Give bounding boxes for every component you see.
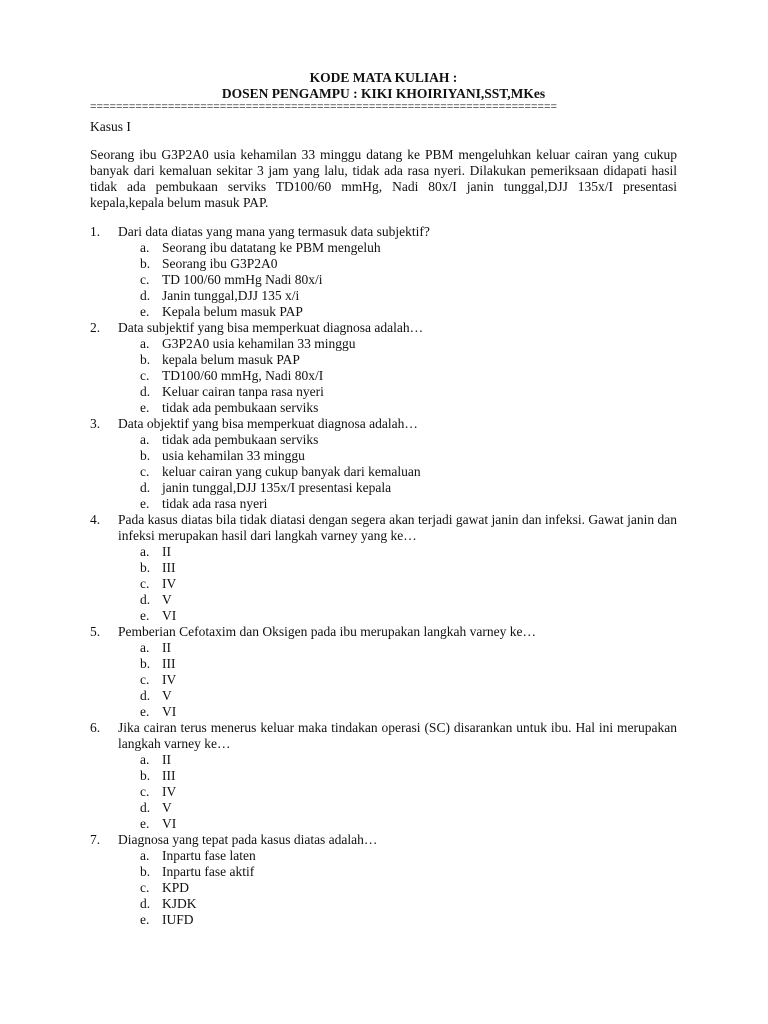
- answer-option: [118, 864, 677, 880]
- option-letter: e.: [140, 816, 150, 831]
- answer-option: [118, 480, 677, 496]
- option-letter: d.: [140, 592, 151, 607]
- option-text: Seorang ibu G3P2A0: [162, 256, 278, 271]
- question-number: 7.: [90, 832, 101, 847]
- option-letter: c.: [140, 368, 150, 383]
- question-text: Diagnosa yang tepat pada kasus diatas adalah…: [118, 832, 378, 847]
- option-text: keluar cairan yang cukup banyak dari kemaluan: [162, 464, 421, 479]
- option-text: VI: [162, 608, 177, 623]
- option-text: Kepala belum masuk PAP: [162, 304, 303, 319]
- option-letter: e.: [140, 704, 150, 719]
- option-text: VI: [162, 704, 177, 719]
- answer-option: [118, 352, 677, 368]
- option-letter: d.: [140, 688, 151, 703]
- question-text: Jika cairan terus menerus keluar maka tindakan operasi (SC) disarankan untuk ibu. Hal ini merupakan langkah varney ke…: [118, 720, 677, 751]
- option-text: III: [162, 560, 176, 575]
- option-text: III: [162, 768, 176, 783]
- option-letter: e.: [140, 304, 150, 319]
- option-letter: b.: [140, 560, 151, 575]
- answer-option: [118, 560, 677, 576]
- answer-option: [118, 448, 677, 464]
- option-text: TD 100/60 mmHg Nadi 80x/i: [162, 272, 323, 287]
- option-letter: c.: [140, 464, 150, 479]
- answer-option: [118, 768, 677, 784]
- question-item: [90, 720, 677, 832]
- option-letter: b.: [140, 768, 151, 783]
- case-description: Seorang ibu G3P2A0 usia kehamilan 33 minggu datang ke PBM mengeluhkan keluar cairan yang cukup banyak dari kemaluan sekitar 3 jam yang lalu, tidak ada rasa nyeri. Dilakukan pemeriksaan didapati hasil tidak ada pembukaan serviks TD100/60 mmHg, Nadi 80x/I janin tunggal,DJJ 135x/I presentasi kepala,kepala belum masuk PAP.: [90, 147, 677, 210]
- option-text: II: [162, 752, 171, 767]
- document-page: [90, 70, 677, 928]
- option-letter: e.: [140, 496, 150, 511]
- option-letter: e.: [140, 400, 150, 415]
- option-letter: b.: [140, 352, 151, 367]
- option-letter: c.: [140, 784, 150, 799]
- question-number: 4.: [90, 512, 101, 527]
- option-letter: d.: [140, 800, 151, 815]
- option-letter: e.: [140, 608, 150, 623]
- option-letter: a.: [140, 336, 150, 351]
- question-item: [90, 832, 677, 928]
- answer-option: [118, 368, 677, 384]
- option-list: [118, 336, 677, 416]
- option-text: KPD: [162, 880, 190, 895]
- option-text: Inpartu fase laten: [162, 848, 256, 863]
- option-text: tidak ada pembukaan serviks: [162, 432, 319, 447]
- answer-option: [118, 288, 677, 304]
- answer-option: [118, 432, 677, 448]
- option-text: TD100/60 mmHg, Nadi 80x/I: [162, 368, 324, 383]
- option-text: II: [162, 544, 171, 559]
- option-letter: e.: [140, 912, 150, 927]
- answer-option: [118, 752, 677, 768]
- answer-option: [118, 816, 677, 832]
- option-letter: a.: [140, 432, 150, 447]
- option-letter: d.: [140, 480, 151, 495]
- option-text: G3P2A0 usia kehamilan 33 minggu: [162, 336, 356, 351]
- option-letter: d.: [140, 384, 151, 399]
- lecturer-line: DOSEN PENGAMPU : KIKI KHOIRIYANI,SST,MKes: [221, 86, 546, 101]
- option-text: kepala belum masuk PAP: [162, 352, 300, 367]
- answer-option: [118, 592, 677, 608]
- document-header: [90, 70, 677, 102]
- answer-option: [118, 880, 677, 896]
- question-text: Data objektif yang bisa memperkuat diagnosa adalah…: [118, 416, 418, 431]
- option-list: [118, 640, 677, 720]
- option-letter: b.: [140, 448, 151, 463]
- option-list: [118, 848, 677, 928]
- question-text: Pemberian Cefotaxim dan Oksigen pada ibu merupakan langkah varney ke…: [118, 624, 536, 639]
- option-text: IV: [162, 784, 177, 799]
- option-text: janin tunggal,DJJ 135x/I presentasi kepala: [162, 480, 392, 495]
- option-letter: c.: [140, 576, 150, 591]
- answer-option: [118, 688, 677, 704]
- answer-option: [118, 496, 677, 512]
- answer-option: [118, 640, 677, 656]
- option-letter: a.: [140, 544, 150, 559]
- question-number: 2.: [90, 320, 101, 335]
- answer-option: [118, 800, 677, 816]
- option-letter: a.: [140, 640, 150, 655]
- option-text: KJDK: [162, 896, 197, 911]
- option-text: usia kehamilan 33 minggu: [162, 448, 305, 463]
- answer-option: [118, 256, 677, 272]
- option-text: V: [162, 592, 172, 607]
- question-number: 3.: [90, 416, 101, 431]
- option-text: Janin tunggal,DJJ 135 x/i: [162, 288, 300, 303]
- answer-option: [118, 848, 677, 864]
- answer-option: [118, 704, 677, 720]
- option-list: [118, 752, 677, 832]
- question-number: 5.: [90, 624, 101, 639]
- option-text: Keluar cairan tanpa rasa nyeri: [162, 384, 324, 399]
- option-text: III: [162, 656, 176, 671]
- option-text: tidak ada pembukaan serviks: [162, 400, 319, 415]
- answer-option: [118, 240, 677, 256]
- question-item: [90, 320, 677, 416]
- question-item: [90, 416, 677, 512]
- answer-option: [118, 608, 677, 624]
- question-item: [90, 224, 677, 320]
- answer-option: [118, 576, 677, 592]
- answer-option: [118, 912, 677, 928]
- option-letter: d.: [140, 896, 151, 911]
- question-number: 1.: [90, 224, 101, 239]
- question-text: Dari data diatas yang mana yang termasuk data subjektif?: [118, 224, 430, 239]
- question-text: Pada kasus diatas bila tidak diatasi dengan segera akan terjadi gawat janin dan infeksi. Gawat janin dan infeksi merupakan hasil dari langkah varney yang ke…: [118, 512, 677, 543]
- option-list: [118, 544, 677, 624]
- option-text: Seorang ibu datatang ke PBM mengeluh: [162, 240, 381, 255]
- option-text: VI: [162, 816, 177, 831]
- option-letter: b.: [140, 864, 151, 879]
- option-text: V: [162, 688, 172, 703]
- option-list: [118, 432, 677, 512]
- answer-option: [118, 784, 677, 800]
- answer-option: [118, 272, 677, 288]
- case-title: Kasus I: [90, 119, 131, 134]
- answer-option: [118, 656, 677, 672]
- answer-option: [118, 336, 677, 352]
- answer-option: [118, 544, 677, 560]
- question-number: 6.: [90, 720, 101, 735]
- option-letter: b.: [140, 656, 151, 671]
- option-text: II: [162, 640, 171, 655]
- option-letter: c.: [140, 880, 150, 895]
- answer-option: [118, 384, 677, 400]
- question-list: [90, 224, 677, 928]
- question-item: [90, 624, 677, 720]
- option-letter: c.: [140, 272, 150, 287]
- answer-option: [118, 304, 677, 320]
- option-list: [118, 240, 677, 320]
- option-text: V: [162, 800, 172, 815]
- answer-option: [118, 672, 677, 688]
- answer-option: [118, 400, 677, 416]
- option-letter: c.: [140, 672, 150, 687]
- option-text: Inpartu fase aktif: [162, 864, 255, 879]
- option-text: IV: [162, 672, 177, 687]
- answer-option: [118, 464, 677, 480]
- option-letter: a.: [140, 752, 150, 767]
- option-text: tidak ada rasa nyeri: [162, 496, 268, 511]
- course-code-line: KODE MATA KULIAH :: [309, 70, 458, 85]
- question-text: Data subjektif yang bisa memperkuat diagnosa adalah…: [118, 320, 424, 335]
- option-letter: d.: [140, 288, 151, 303]
- question-item: [90, 512, 677, 624]
- option-letter: a.: [140, 848, 150, 863]
- answer-option: [118, 896, 677, 912]
- option-letter: a.: [140, 240, 150, 255]
- separator-line: ========================================================================: [90, 102, 557, 113]
- option-text: IV: [162, 576, 177, 591]
- option-letter: b.: [140, 256, 151, 271]
- option-text: IUFD: [162, 912, 194, 927]
